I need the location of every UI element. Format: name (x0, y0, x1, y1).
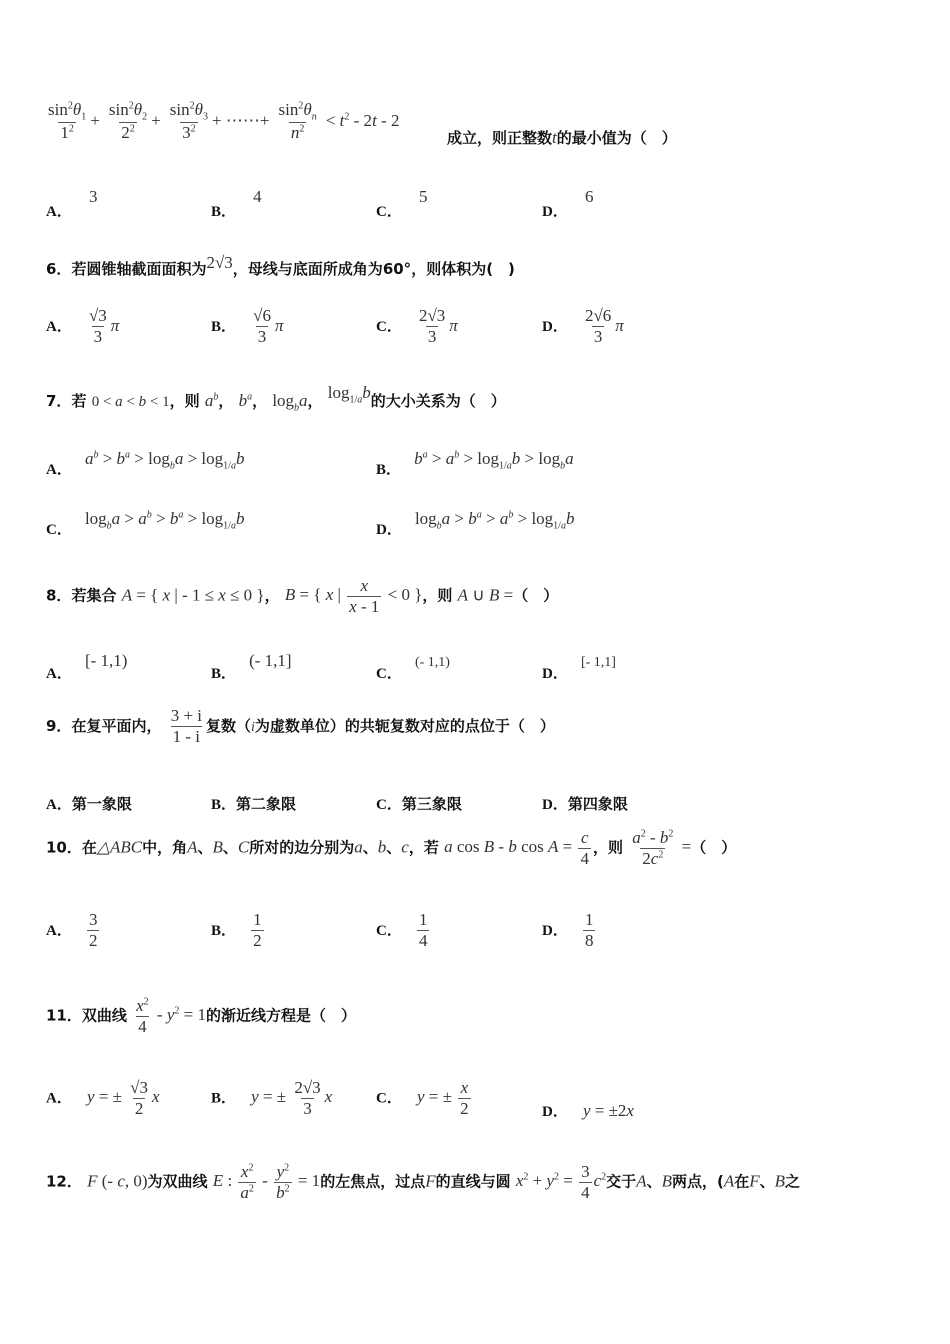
q8-option-b[interactable] (211, 650, 292, 682)
q12-text-f: 在 (734, 1172, 750, 1191)
q10-text-f: （ ） (691, 838, 737, 857)
question-number: 6． (46, 260, 72, 278)
option-label: D． (542, 319, 568, 335)
q6-angle: 60° (382, 260, 412, 278)
q6-option-c[interactable]: C． $\frac{2√3}{3}$ π (376, 306, 458, 346)
option-label: A． (46, 462, 72, 478)
q5-tail: 成立，则正整数 (447, 129, 553, 147)
q7-stem: 7．若 0 < a < b < 1，则 $a^b$， $b^a$， $\log_ba$， $\log_{1/a}b$的大小关系为（ ） (46, 383, 506, 414)
option-value: 3 (88, 187, 98, 206)
q11-text-b: 的渐近线方程是（ ） (205, 1006, 356, 1025)
q9-stem (46, 706, 555, 747)
option-label: B． (211, 797, 237, 813)
q7-option-a[interactable]: A． $a^b > b^a > \log_ba > \log_{1/a}b$ (46, 449, 245, 478)
q5-option-b[interactable] (211, 186, 262, 220)
option-label: D． (542, 797, 568, 813)
option-label: A． (46, 319, 72, 335)
option-fraction: $\frac{1}{4}$ (418, 910, 428, 950)
option-fraction: $\frac{√3}{3}$ (88, 306, 107, 346)
option-fraction: $\frac{√6}{3}$ (253, 306, 271, 346)
q6-option-a[interactable]: A． $\frac{√3}{3}$ π (46, 306, 120, 346)
option-label: C． (376, 797, 402, 813)
q8-text-d: （ ） (513, 586, 559, 605)
q5-text: 成立，则正整数t的最小值为（ ） (447, 128, 677, 147)
q6-text-a: 若圆锥轴截面面积为 (71, 260, 207, 278)
question-number: 12． (46, 1172, 82, 1191)
q10-text-e: ，则 (592, 838, 623, 857)
q11-option-c[interactable]: C． y = ± $\frac{x}{2}$ (376, 1078, 469, 1118)
q8-text-b: ， (264, 586, 280, 605)
q7-option-c[interactable]: C． $\log_ba > a^b > b^a > \log_{1/a}b$ (46, 509, 245, 538)
option-label: A． (46, 204, 72, 220)
q7-option-b[interactable]: B． $b^a > a^b > \log_{1/a}b > \log_ba$ (376, 449, 574, 478)
option-fraction: $\frac{1}{2}$ (253, 910, 262, 950)
q8-stem: 8．若集合 A = { x | - 1 ≤ x ≤ 0 }， B = { x | $\frac{x}{x - 1}$ < 0 }，则 A ∪ B =（ ） (46, 576, 559, 616)
option-fraction: $\frac{2√6}{3}$ (584, 306, 612, 346)
option-label: B． (211, 319, 237, 335)
option-value: 第二象限 (236, 795, 297, 813)
option-value: [- 1,1] (580, 655, 616, 670)
q7-option-d[interactable]: D． $\log_ba > b^a > a^b > \log_{1/a}b$ (376, 509, 575, 538)
q12-text-a: 为双曲线 (147, 1172, 208, 1191)
q5-option-c[interactable] (376, 186, 428, 220)
q10-option-b[interactable] (211, 910, 266, 951)
q7-text-c: 的大小关系为（ ） (370, 392, 506, 410)
q9-text-a: 在复平面内， (71, 717, 162, 735)
q9-fraction: $\frac{3 + i}{1 - i}$ (170, 706, 202, 746)
q5-option-d[interactable] (542, 186, 594, 220)
option-label: C． (376, 666, 402, 682)
q10-option-c[interactable] (376, 910, 431, 951)
option-value: 第四象限 (567, 795, 628, 813)
option-label: C． (376, 1090, 402, 1107)
option-value: (- 1,1] (249, 651, 292, 670)
q7-text-a: 若 (71, 392, 87, 410)
option-label: C． (376, 204, 402, 220)
q5-tail2: 的最小值为（ ） (556, 129, 677, 147)
option-label: A． (46, 1090, 72, 1107)
option-label: D． (542, 666, 568, 682)
option-label: C． (376, 923, 402, 939)
q9-text-b: 复数（ (206, 717, 252, 735)
q11-option-d[interactable]: D． y = ±2x (542, 1101, 634, 1120)
q12-text-d: 交于 (606, 1172, 637, 1191)
q9-option-d[interactable] (542, 793, 628, 814)
option-label: D． (542, 923, 568, 939)
question-number: 8． (46, 586, 72, 605)
q10-option-a[interactable] (46, 910, 101, 951)
q6-text-b: ，母线与底面所成角为 (232, 260, 383, 278)
q9-option-a[interactable] (46, 793, 132, 814)
option-label: D． (376, 522, 402, 538)
option-label: C． (376, 319, 402, 335)
q6-stem: 6．若圆锥轴截面面积为2√3，母线与底面所成角为60°，则体积为( ) (46, 253, 515, 278)
q6-option-b[interactable]: B． $\frac{√6}{3}$ π (211, 306, 284, 346)
q9-i: i (251, 720, 255, 735)
question-number: 11． (46, 1006, 82, 1025)
option-value: 第三象限 (401, 795, 462, 813)
q12-stem: 12． F (- c, 0)为双曲线 E : $\frac{x^2}{a^2}$ - $\frac{y^2}{b^2}$ = 1的左焦点，过点F的直线与圆 $x^2 + y^2$ = $\frac{3}{4}$ $c^2$交于A、B两点，(A在F、B之 (46, 1162, 801, 1202)
question-number: 9． (46, 717, 72, 735)
q9-option-c[interactable] (376, 793, 462, 814)
option-label: A． (46, 797, 72, 813)
q8-option-a[interactable] (46, 650, 128, 682)
option-value: 第一象限 (71, 795, 132, 813)
option-label: D． (542, 204, 568, 220)
option-label: B． (211, 1090, 237, 1107)
question-number: 7． (46, 392, 72, 410)
q12-text-c: 的直线与圆 (435, 1172, 511, 1191)
q8-option-d[interactable] (542, 650, 616, 682)
q10-text-c: 所对的边分别为 (249, 838, 355, 857)
q11-option-a[interactable]: A． y = ± $\frac{√3}{2}$ x (46, 1078, 160, 1118)
q10-text-d: ，若 (408, 838, 439, 857)
option-value: 4 (253, 187, 262, 206)
q11-stem: 11．双曲线 $\frac{x^2}{4}$ - $y^2 = 1$的渐近线方程是（ ） (46, 996, 356, 1036)
q9-option-b[interactable] (211, 793, 296, 814)
q5-option-a[interactable] (46, 186, 98, 220)
q8-text-c: ，则 (422, 586, 453, 605)
option-fraction: $\frac{3}{2}$ (88, 910, 98, 950)
option-fraction: $\frac{2√3}{3}$ (418, 306, 446, 346)
option-label: A． (46, 923, 72, 939)
option-label: C． (46, 522, 72, 538)
option-label: B． (211, 204, 237, 220)
option-value: (- 1,1) (414, 655, 450, 670)
option-fraction: $\frac{1}{8}$ (584, 910, 594, 950)
question-number: 10． (46, 838, 82, 857)
option-value: 5 (418, 187, 428, 206)
option-label: B． (211, 923, 237, 939)
option-value: 6 (584, 187, 594, 206)
q6-option-d[interactable]: D． $\frac{2√6}{3}$ π (542, 306, 624, 346)
option-label: B． (211, 666, 237, 682)
q6-text-c: ，则体积为( ) (411, 260, 515, 278)
q12-text-e: 两点，( (671, 1172, 724, 1191)
q11-option-b[interactable]: B． y = ± $\frac{2√3}{3}$ x (211, 1078, 333, 1118)
option-label: B． (376, 462, 402, 478)
q10-text-b: 中，角 (142, 838, 188, 857)
q10-option-d[interactable] (542, 910, 597, 951)
q10-text-a: 在 (81, 838, 97, 857)
q9-text-c: 为虚数单位）的共轭复数对应的点位于（ ） (254, 717, 555, 735)
option-label: D． (542, 1104, 568, 1120)
q12-text-g: 之 (785, 1172, 801, 1191)
q10-stem: 10．在△ABC中，角A、B、C所对的边分别为a、b、c，若 a cos B - b cos A = $\frac{c}{4}$ ，则 $\frac{a^2 - b^2}{2c^2}$ =（ ） (46, 828, 737, 868)
q5-formula: $\frac{\sin^2\theta_1}{1^2}$ + $\frac{\sin^2\theta_2}{2^2}$ + $\frac{\sin^2\theta_3}{3^2}$ + ⋯⋯+ $\frac{\sin^2\theta_n}{n^2}$ < $t^2 - 2t - 2$ (48, 100, 400, 143)
q12-text-b: 的左焦点，过点 (320, 1172, 426, 1191)
q11-text-a: 双曲线 (81, 1006, 127, 1025)
q8-option-c[interactable] (376, 650, 450, 682)
option-value: [- 1,1) (84, 651, 128, 670)
q7-text-b: ，则 (169, 392, 200, 410)
q8-text-a: 若集合 (71, 586, 117, 605)
option-label: A． (46, 666, 72, 682)
